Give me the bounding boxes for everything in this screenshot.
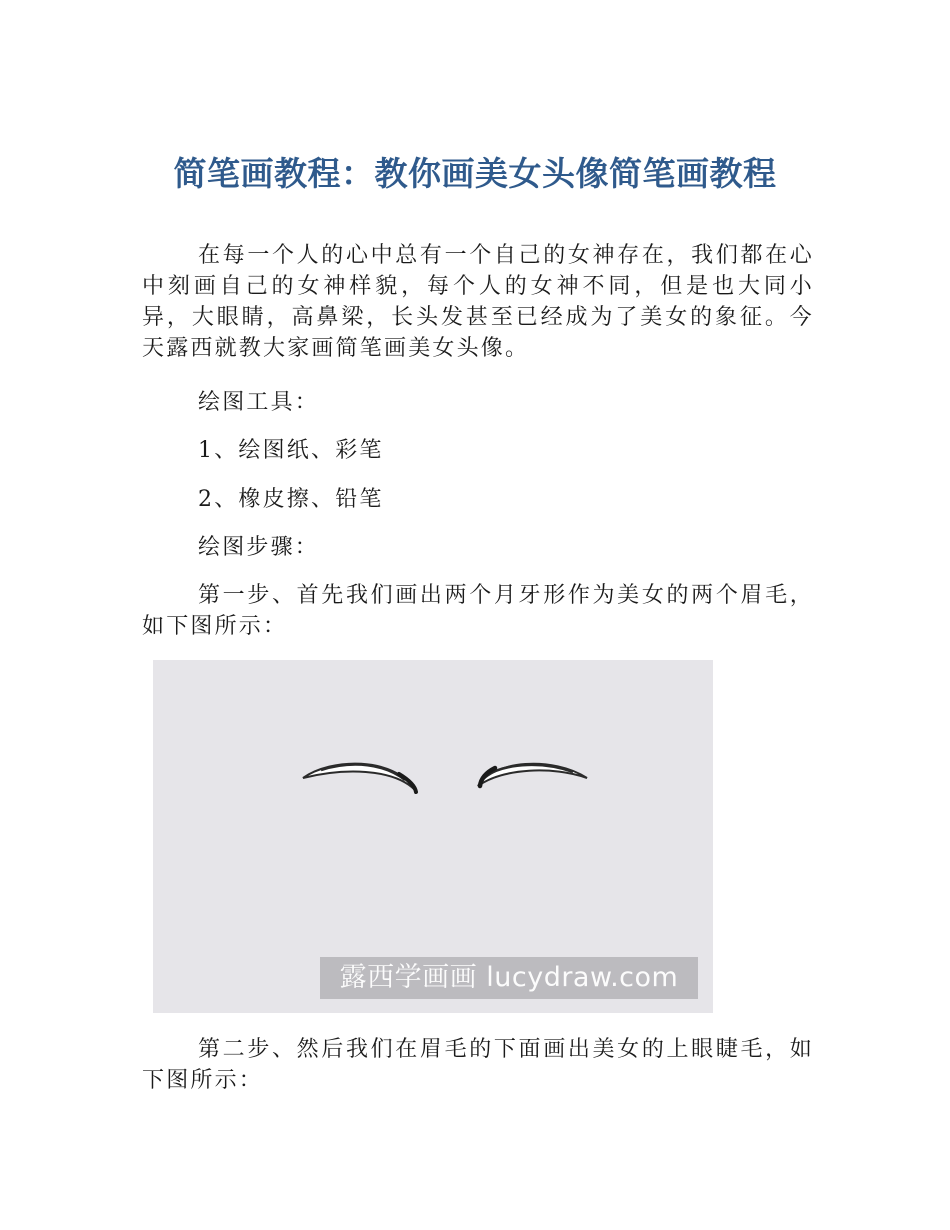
watermark-text: 露西学画画 lucydraw.com bbox=[339, 962, 679, 993]
tool-item-2: 2、橡皮擦、铅笔 bbox=[198, 487, 384, 512]
intro-paragraph: 在每一个人的心中总有一个自己的女神存在，我们都在心中刻画自己的女神样貌，每个人的女神不同，但是也大同小异，大眼睛，高鼻梁，长头发甚至已经成为了美女的象征。今天露西就教大家画简笔画美女头像。 bbox=[142, 243, 814, 361]
tool-item-1: 1、绘图纸、彩笔 bbox=[198, 438, 384, 463]
steps-heading: 绘图步骤： bbox=[198, 535, 320, 560]
step-2-paragraph: 第二步、然后我们在眉毛的下面画出美女的上眼睫毛，如下图所示： bbox=[142, 1037, 814, 1093]
watermark bbox=[320, 957, 698, 999]
step-1-paragraph: 第一步、首先我们画出两个月牙形作为美女的两个眉毛，如下图所示： bbox=[142, 583, 814, 639]
eyebrows-figure bbox=[153, 660, 713, 1013]
page-title: 简笔画教程：教你画美女头像简笔画教程 bbox=[173, 154, 777, 193]
tools-heading: 绘图工具： bbox=[198, 390, 320, 415]
left-eyebrow-icon bbox=[303, 764, 415, 790]
